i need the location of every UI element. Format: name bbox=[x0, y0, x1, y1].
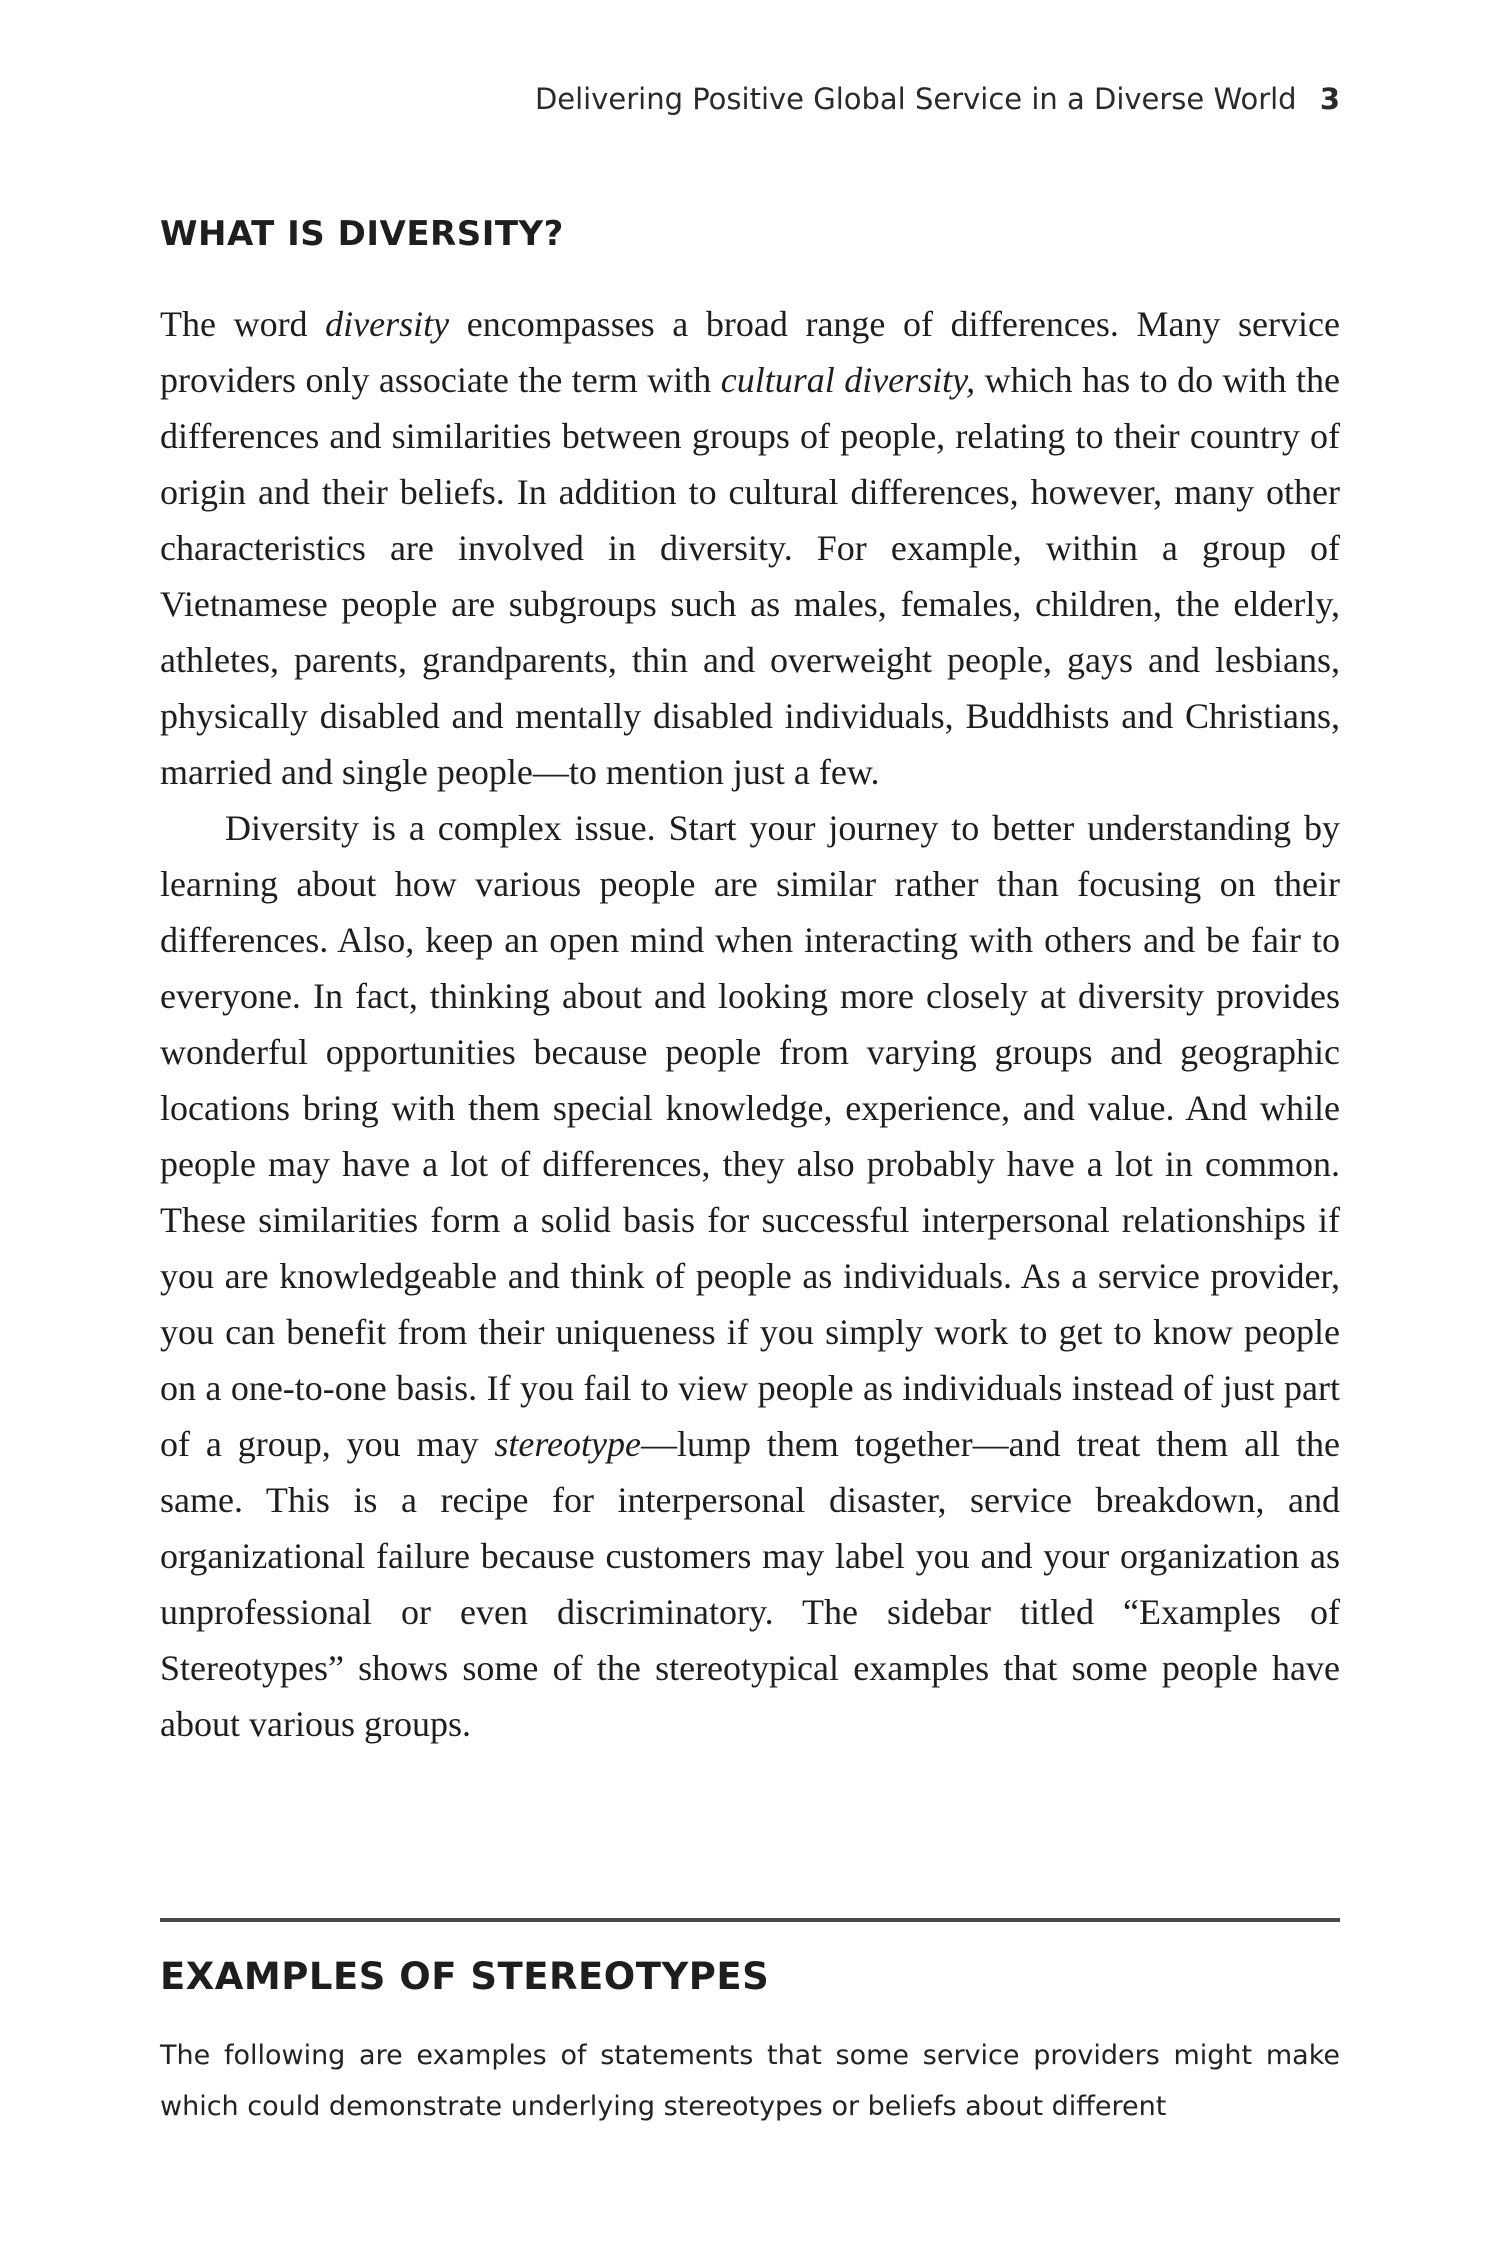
p1-text-a: The word bbox=[160, 304, 326, 344]
p1-text-e: which has to do with the differences and similarities between groups of people, relating to their country of origin and their beliefs. In addition to cultural differences, however, many other characteristics are involved in diversity. For example, within a group of Vietnamese people are subgroups such as males, females, children, the elderly, athletes, parents, grandparents, thin and overweight people, gays and lesbians, physically disabled and mentally disabled individuals, Buddhists and Christians, married and single people—to mention just a few. bbox=[160, 360, 1341, 792]
p2-term-stereotype: stereotype bbox=[494, 1424, 641, 1464]
p2-text-a: Diversity is a complex issue. Start your journey to better understanding by learning about how various people are similar rather than focusing on their differences. Also, keep an open mind when interacting with others and be fair to everyone. In fact, thinking about and looking more closely at diversity provides wonderful opportunities because people from varying groups and geographic locations bring with them special knowledge, experience, and value. And while people may have a lot of differences, they also probably have a lot in common. These similarities form a solid basis for successful interpersonal relationships if you are knowledgeable and think of people as individuals. As a service provider, you can benefit from their uniqueness if you simply work to get to know people on a one-to-one basis. If you fail to view people as individuals instead of just part of a group, you may bbox=[160, 808, 1340, 1464]
p1-text-c: encompasses a broad range of differences. Many service providers only associate the term with bbox=[160, 304, 1340, 400]
sidebar-heading-examples-of-stereotypes: EXAMPLES OF STEREOTYPES bbox=[160, 1955, 770, 1998]
p1-term-cultural-diversity: cultural diversity, bbox=[720, 360, 976, 400]
p2-text-c: —lump them together—and treat them all the same. This is a recipe for interpersonal disaster, service breakdown, and organizational failure because customers may label you and your organization as unprofessional or even discriminatory. The sidebar titled “Examples of Stereotypes” shows some of the stereotypical examples that some people have about various groups. bbox=[160, 1424, 1341, 1744]
p1-term-diversity: diversity bbox=[325, 304, 450, 344]
running-head bbox=[535, 82, 1340, 116]
section-body bbox=[160, 296, 1340, 1752]
section-heading-what-is-diversity: WHAT IS DIVERSITY? bbox=[160, 214, 564, 254]
page-number: 3 bbox=[1319, 82, 1340, 116]
running-head-title: Delivering Positive Global Service in a Diverse World bbox=[534, 82, 1297, 116]
paragraph-1 bbox=[160, 296, 1340, 800]
paragraph-2 bbox=[160, 800, 1340, 1752]
sidebar-divider bbox=[160, 1918, 1340, 1922]
sidebar-intro: The following are examples of statements that some service providers might make which could demonstrate underlying stereotypes or beliefs about different bbox=[160, 2040, 1340, 2122]
